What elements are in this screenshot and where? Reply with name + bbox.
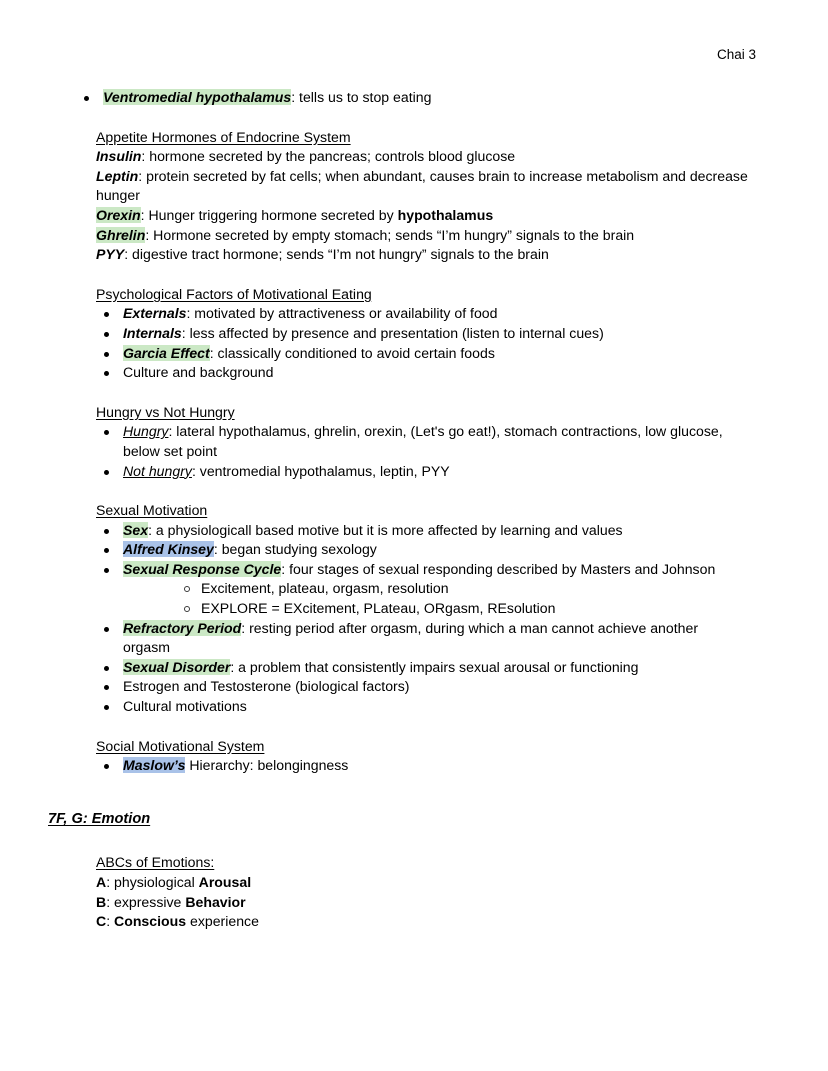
term-emphasis-hypothalamus: hypothalamus [397,206,494,223]
spacer [48,776,748,810]
term-leptin: Leptin [96,167,139,184]
bullet-list [96,521,748,580]
section-social-motivational-system [96,737,748,776]
section-heading: Sexual Motivation [96,502,208,519]
spacer [48,383,748,403]
spacer [48,829,748,853]
document-body [48,88,748,932]
term-description: : hormone secreted by the pancreas; controls blood glucose [141,148,516,165]
term-alfred-kinsey: Alfred Kinsey [123,541,214,558]
definition-line [96,147,748,167]
spacer [48,265,748,285]
list-item [96,697,748,717]
list-item [96,619,748,658]
list-item [96,658,748,678]
term-insulin: Insulin [96,148,142,165]
section-hungry-vs-not-hungry [96,403,748,481]
term-description: : a physiologicall based motive but it is more affected by learning and values [148,521,623,538]
term-description: : protein secreted by fat cells; when abundant, causes brain to increase metabolism and decrease hunger [96,167,748,204]
definition-line [96,226,748,246]
list-item [76,88,748,108]
label-c-tail: experience [186,913,259,930]
term-description: Hierarchy: belongingness [185,757,349,774]
term-description: Culture and background [123,364,274,381]
section-heading: Social Motivational System [96,737,265,754]
term-description: Estrogen and Testosterone (biological factors) [123,678,410,695]
list-item [96,344,748,364]
list-item [96,304,748,324]
term-description: : digestive tract hormone; sends “I’m not hungry” signals to the brain [124,246,549,263]
list-item [176,579,748,599]
term-ghrelin: Ghrelin [96,226,146,243]
label-a-text: : physiological [106,874,199,890]
term-externals: Externals [123,305,187,322]
label-c-text: : [106,913,115,930]
term-sexual-disorder: Sexual Disorder [123,658,231,675]
chapter-heading-emotion: 7F, G: Emotion [48,810,151,827]
list-item [96,422,748,461]
definition-line [96,206,748,226]
term-hungry: Hungry [123,423,169,440]
term-orexin: Orexin [96,206,141,223]
label-b-emphasis: Behavior [185,893,246,910]
term-description: : resting period after orgasm, during which a man cannot achieve another orgasm [123,619,699,656]
definition-line [96,912,748,932]
term-description: : tells us to stop eating [291,89,432,105]
term-description: : Hormone secreted by empty stomach; sends “I’m hungry” signals to the brain [145,226,635,243]
section-sexual-motivation [96,501,748,717]
label-b: B [96,893,107,910]
list-item [96,540,748,560]
term-pyy: PYY [96,246,125,263]
term-internals: Internals [123,324,182,341]
term-description: : ventromedial hypothalamus, leptin, PYY [191,462,450,479]
spacer [48,481,748,501]
list-item [96,363,748,383]
section-appetite-hormones [96,128,748,265]
term-description: : Hunger triggering hormone secreted by [140,206,398,223]
spacer [48,108,748,128]
list-item [96,677,748,697]
term-description: Cultural motivations [123,698,247,715]
term-description: : began studying sexology [213,541,377,558]
term-description: : classically conditioned to avoid certain foods [209,344,495,361]
list-item [96,521,748,541]
label-a: A [96,874,107,890]
term-description: : a problem that consistently impairs sexual arousal or functioning [230,658,639,675]
list-item [96,756,748,776]
bullet-list [96,304,748,382]
sub-bullet-list [176,579,748,618]
definition-line [96,245,748,265]
term-sexual-response-cycle: Sexual Response Cycle [123,560,282,577]
term-sex: Sex [123,521,149,538]
sub-bullet-text: EXPLORE = EXcitement, PLateau, ORgasm, REsolution [201,600,556,617]
term-description: : less affected by presence and presentation (listen to internal cues) [181,324,604,341]
definition-line [96,167,748,206]
term-maslows: Maslow’s [123,757,186,774]
term-description: : lateral hypothalamus, ghrelin, orexin, (Let's go eat!), stomach contractions, low glucose, below set point [123,423,723,459]
term-description: : four stages of sexual responding described by Masters and Johnson [281,560,716,577]
section-heading: ABCs of Emotions: [96,854,215,871]
label-c: C [96,913,107,930]
definition-line [96,873,748,893]
bullet-list [96,756,748,776]
term-ventromedial-hypothalamus: Ventromedial hypothalamus [103,89,292,105]
label-c-emphasis: Conscious [114,913,187,930]
definition-line [96,893,748,913]
term-description: : motivated by attractiveness or availability of food [186,305,498,322]
sub-bullet-text: Excitement, plateau, orgasm, resolution [201,580,449,597]
term-not-hungry: Not hungry [123,462,192,479]
top-bullet-list [76,88,748,108]
term-garcia-effect: Garcia Effect [123,344,210,361]
bullet-list-continued [96,619,748,717]
section-heading: Psychological Factors of Motivational Eating [96,285,372,302]
list-item [96,462,748,482]
spacer [48,717,748,737]
section-psychological-factors [96,285,748,383]
term-refractory-period: Refractory Period [123,619,242,636]
section-abcs-of-emotions [96,853,748,931]
bullet-list [96,422,748,481]
list-item [96,560,748,580]
label-a-emphasis: Arousal [198,874,252,890]
page-header-label: Chai 3 [716,47,756,62]
list-item [176,599,748,619]
label-b-text: : expressive [106,893,186,910]
section-heading: Appetite Hormones of Endocrine System [96,128,351,145]
section-heading: Hungry vs Not Hungry [96,403,235,420]
list-item [96,324,748,344]
